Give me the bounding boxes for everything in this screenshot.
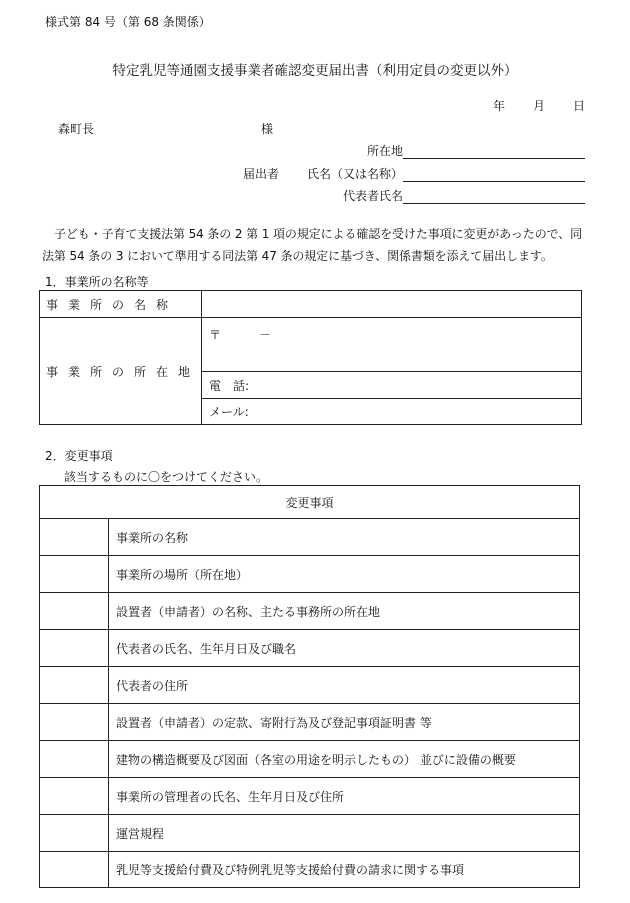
date-month-label: 月 [532, 99, 545, 113]
section2-heading: 2．変更事項 [45, 449, 113, 463]
item-check-cell[interactable] [40, 667, 109, 704]
email-label: メール: [209, 405, 249, 419]
item-check-cell[interactable] [40, 704, 109, 741]
change-items-header: 変更事項 [40, 486, 580, 519]
notifier-representative-row [343, 187, 585, 204]
item-check-cell[interactable] [40, 815, 109, 852]
change-item: 代表者の氏名、生年月日及び職名 [109, 630, 580, 667]
notifier-name-row [307, 165, 585, 182]
item-check-cell[interactable] [40, 630, 109, 667]
change-item: 運営規程 [109, 815, 580, 852]
body-paragraph: 子ども・子育て支援法第 54 条の 2 第 1 項の規定による確認を受けた事項に変更があったので、同法第 54 条の 3 において準用する同法第 47 条の規定に基づき、関係書類を添えて届出します。 [42, 227, 583, 263]
address-field[interactable] [403, 145, 585, 159]
honorific: 様 [261, 122, 274, 136]
section1-heading: 1．事業所の名称等 [45, 275, 149, 289]
change-item: 乳児等支援給付費及び特例乳児等支援給付費の請求に関する事項 [109, 852, 580, 888]
postal-dash: － [259, 328, 272, 342]
date-day-label: 日 [572, 99, 585, 113]
facility-name-label: 事業所の名称 [40, 291, 202, 318]
address-label: 所在地 [366, 144, 403, 158]
notifier-address-row [367, 142, 585, 159]
item-check-cell[interactable] [40, 778, 109, 815]
facility-info-table [39, 290, 582, 425]
section2-note: 該当するものに〇をつけてください。 [64, 470, 269, 484]
change-item: 設置者（申請者）の定款、寄附行為及び登記事項証明書 等 [109, 704, 580, 741]
item-check-cell[interactable] [40, 741, 109, 778]
facility-name-field[interactable] [202, 291, 582, 318]
postal-mark: 〒 [209, 328, 222, 342]
postal-address-field[interactable] [202, 318, 582, 372]
name-field[interactable] [403, 168, 585, 182]
item-check-cell[interactable] [40, 556, 109, 593]
facility-location-label: 事業所の所在地 [40, 318, 202, 425]
item-check-cell[interactable] [40, 852, 109, 888]
item-check-cell[interactable] [40, 519, 109, 556]
change-item: 代表者の住所 [109, 667, 580, 704]
phone-field[interactable] [202, 372, 582, 399]
change-item: 事業所の管理者の氏名、生年月日及び住所 [109, 778, 580, 815]
change-items-table [39, 485, 580, 888]
notifier-label: 届出者 [243, 167, 280, 181]
change-item: 設置者（申請者）の名称、主たる事務所の所在地 [109, 593, 580, 630]
addressee: 森町長 [58, 122, 95, 136]
email-field[interactable] [202, 399, 582, 425]
name-label: 氏名（又は名称） [306, 167, 403, 181]
change-item: 事業所の名称 [109, 519, 580, 556]
phone-label: 電 話: [209, 378, 250, 393]
document-title: 特定乳児等通園支援事業者確認変更届出書（利用定員の変更以外） [112, 63, 518, 79]
change-item: 建物の構造概要及び図面（各室の用途を明示したもの） 並びに設備の概要 [109, 741, 580, 778]
representative-label: 代表者氏名 [342, 189, 403, 203]
date-row [493, 97, 585, 114]
form-number: 様式第 84 号（第 68 条関係） [45, 15, 211, 29]
item-check-cell[interactable] [40, 593, 109, 630]
date-year-label: 年 [492, 99, 505, 113]
representative-field[interactable] [403, 190, 585, 204]
change-item: 事業所の場所（所在地） [109, 556, 580, 593]
